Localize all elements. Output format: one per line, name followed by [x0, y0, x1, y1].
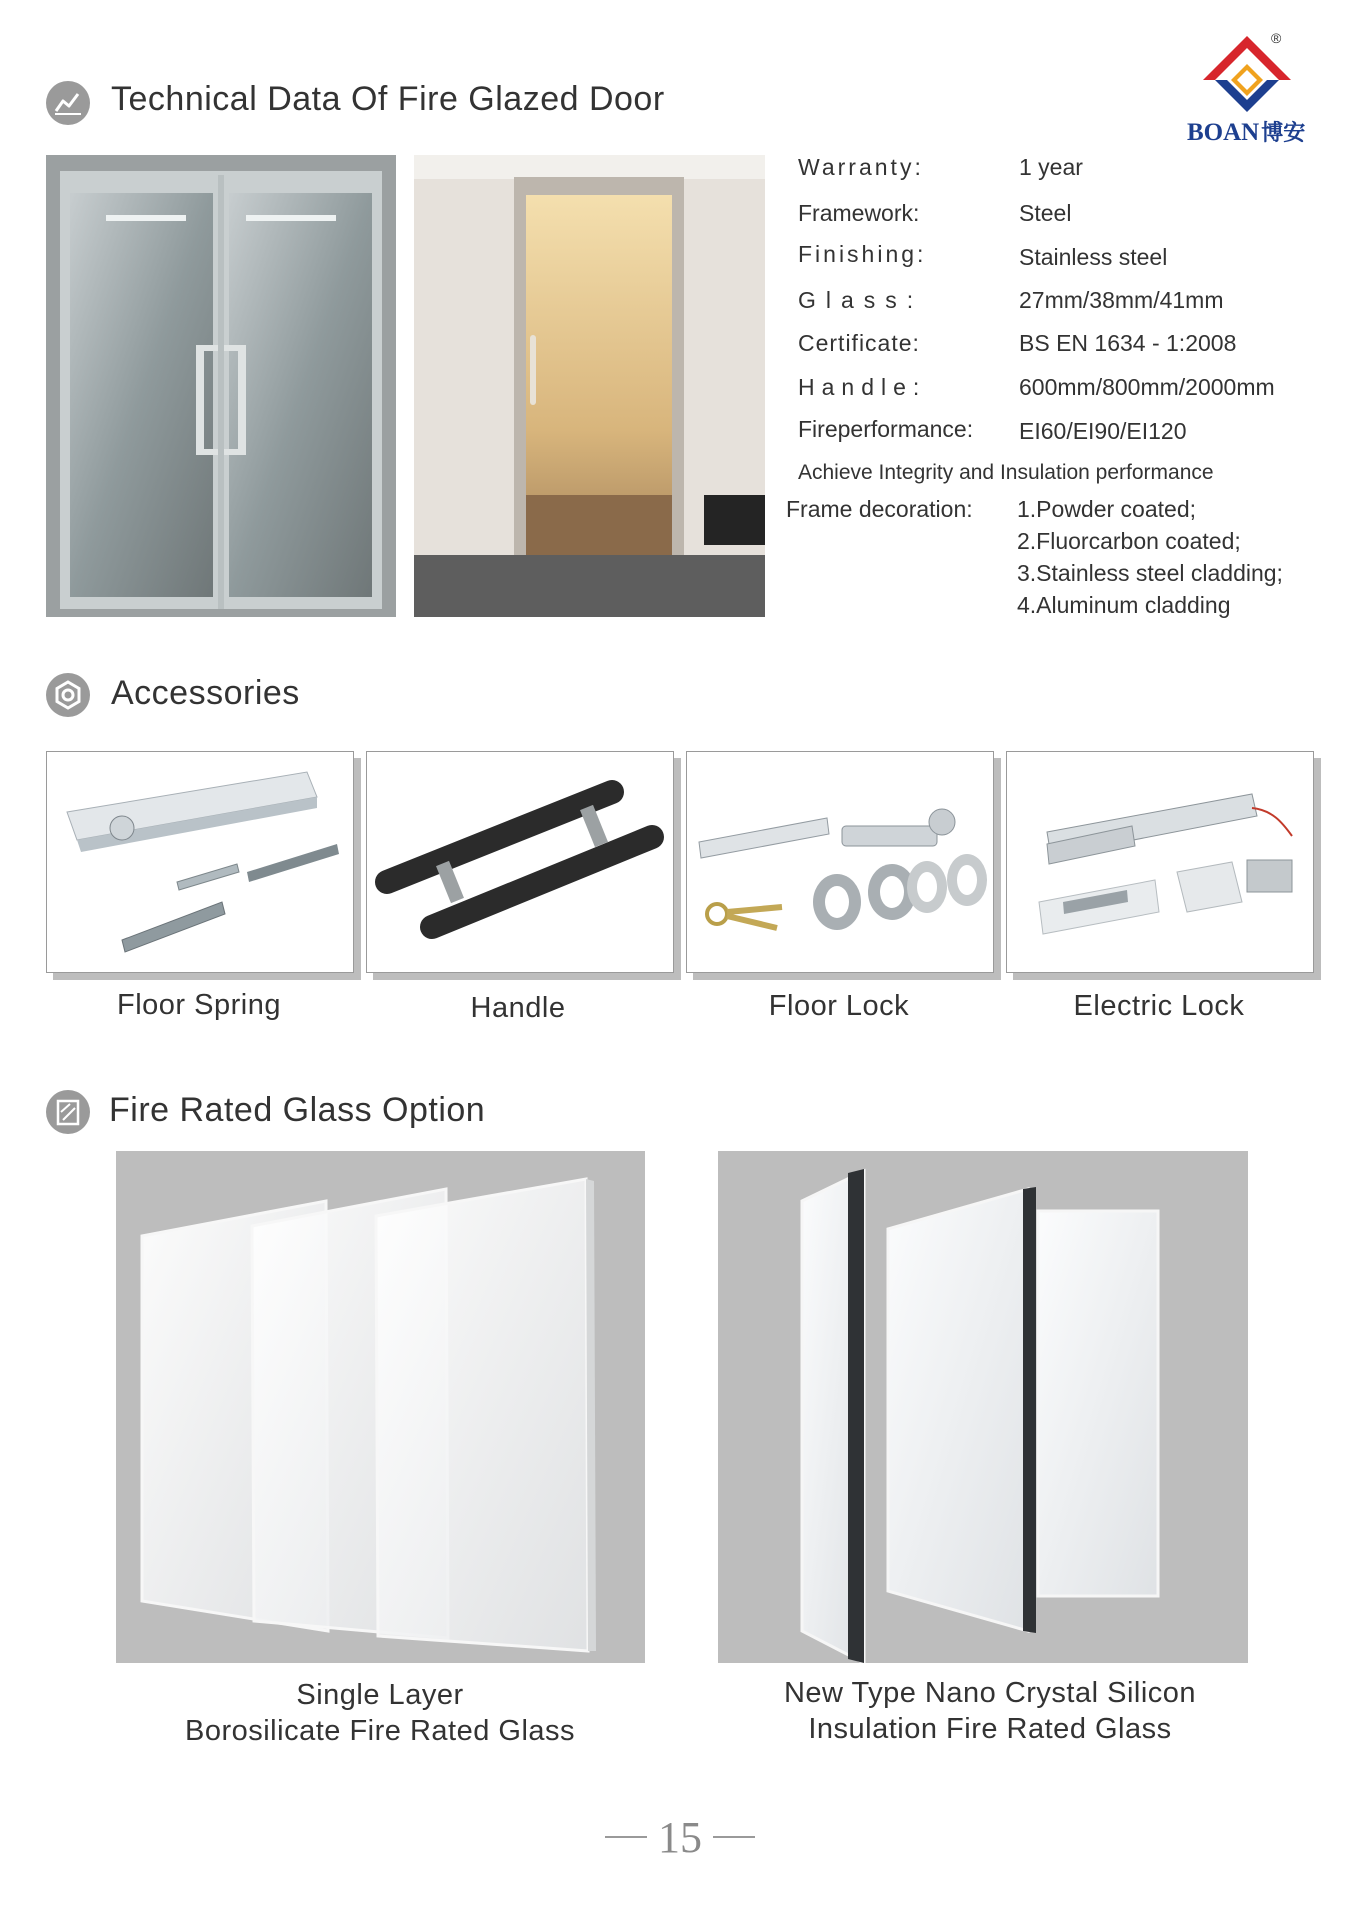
accessory-label-handle: Handle [470, 992, 566, 1024]
glass-image-nano-crystal [718, 1151, 1248, 1663]
accessory-image-floor-lock [686, 751, 994, 973]
page-number: 15 [658, 1813, 702, 1862]
accessory-label-electric-lock: Electric Lock [1073, 990, 1245, 1022]
accessory-label-floor-spring: Floor Spring [117, 989, 281, 1021]
frame-decoration-item: 2.Fluorcarbon coated; [1017, 528, 1241, 554]
frame-decoration-item: 1.Powder coated; [1017, 496, 1197, 522]
brand-name-cn: 博安 [1261, 121, 1306, 146]
section-title-technical: Technical Data Of Fire Glazed Door [111, 80, 665, 118]
spec-label-certificate: Certificate: [798, 330, 920, 356]
glass-caption-line2: Insulation Fire Rated Glass [808, 1713, 1172, 1745]
hex-nut-icon [46, 673, 90, 717]
photo-double-door [46, 155, 396, 617]
spec-value-glass: 27mm/38mm/41mm [1019, 287, 1224, 313]
spec-value-framework: Steel [1019, 200, 1072, 226]
glass-caption-line2: Borosilicate Fire Rated Glass [184, 1715, 576, 1747]
chart-icon [46, 81, 90, 125]
spec-label-glass: Glass: [798, 287, 924, 313]
glass-caption-line1: New Type Nano Crystal Silicon [783, 1677, 1197, 1709]
frame-decoration-item: 4.Aluminum cladding [1017, 592, 1231, 618]
spec-value-fire-performance: EI60/EI90/EI120 [1019, 418, 1187, 444]
accessory-image-handle [366, 751, 674, 973]
glass-caption-borosilicate [80, 1677, 680, 1749]
spec-label-finishing: Finishing: [798, 241, 927, 267]
accessory-image-electric-lock [1006, 751, 1314, 973]
glass-pane-icon [46, 1090, 90, 1134]
registered-mark: ® [1271, 30, 1282, 46]
frame-decoration-label: Frame decoration: [786, 496, 973, 522]
spec-label-handle: Handle: [798, 374, 927, 400]
frame-decoration-item: 3.Stainless steel cladding; [1017, 560, 1283, 586]
spec-label-warranty: Warranty: [798, 154, 924, 180]
section-title-glass: Fire Rated Glass Option [109, 1091, 486, 1129]
spec-label-framework: Framework: [798, 200, 920, 226]
glass-image-borosilicate [116, 1151, 645, 1663]
boan-logo-icon [1185, 28, 1335, 118]
accessory-label-floor-lock: Floor Lock [768, 990, 910, 1022]
glass-caption-nano-crystal [690, 1675, 1290, 1747]
page-number-rule-left [605, 1836, 647, 1838]
spec-note: Achieve Integrity and Insulation performance [798, 461, 1214, 484]
spec-label-fire-performance: Fireperformance: [798, 416, 974, 442]
photo-single-door [414, 155, 765, 617]
accessory-image-floor-spring [46, 751, 354, 973]
spec-value-warranty: 1 year [1019, 154, 1083, 180]
spec-value-certificate: BS EN 1634 - 1:2008 [1019, 330, 1237, 356]
spec-value-handle: 600mm/800mm/2000mm [1019, 374, 1275, 400]
brand-name: BOAN [1187, 119, 1260, 146]
section-title-accessories: Accessories [111, 674, 300, 712]
glass-caption-line1: Single Layer [296, 1679, 464, 1711]
spec-value-finishing: Stainless steel [1019, 244, 1168, 270]
brand-logo [1185, 28, 1335, 148]
page-number-rule-right [713, 1836, 755, 1838]
